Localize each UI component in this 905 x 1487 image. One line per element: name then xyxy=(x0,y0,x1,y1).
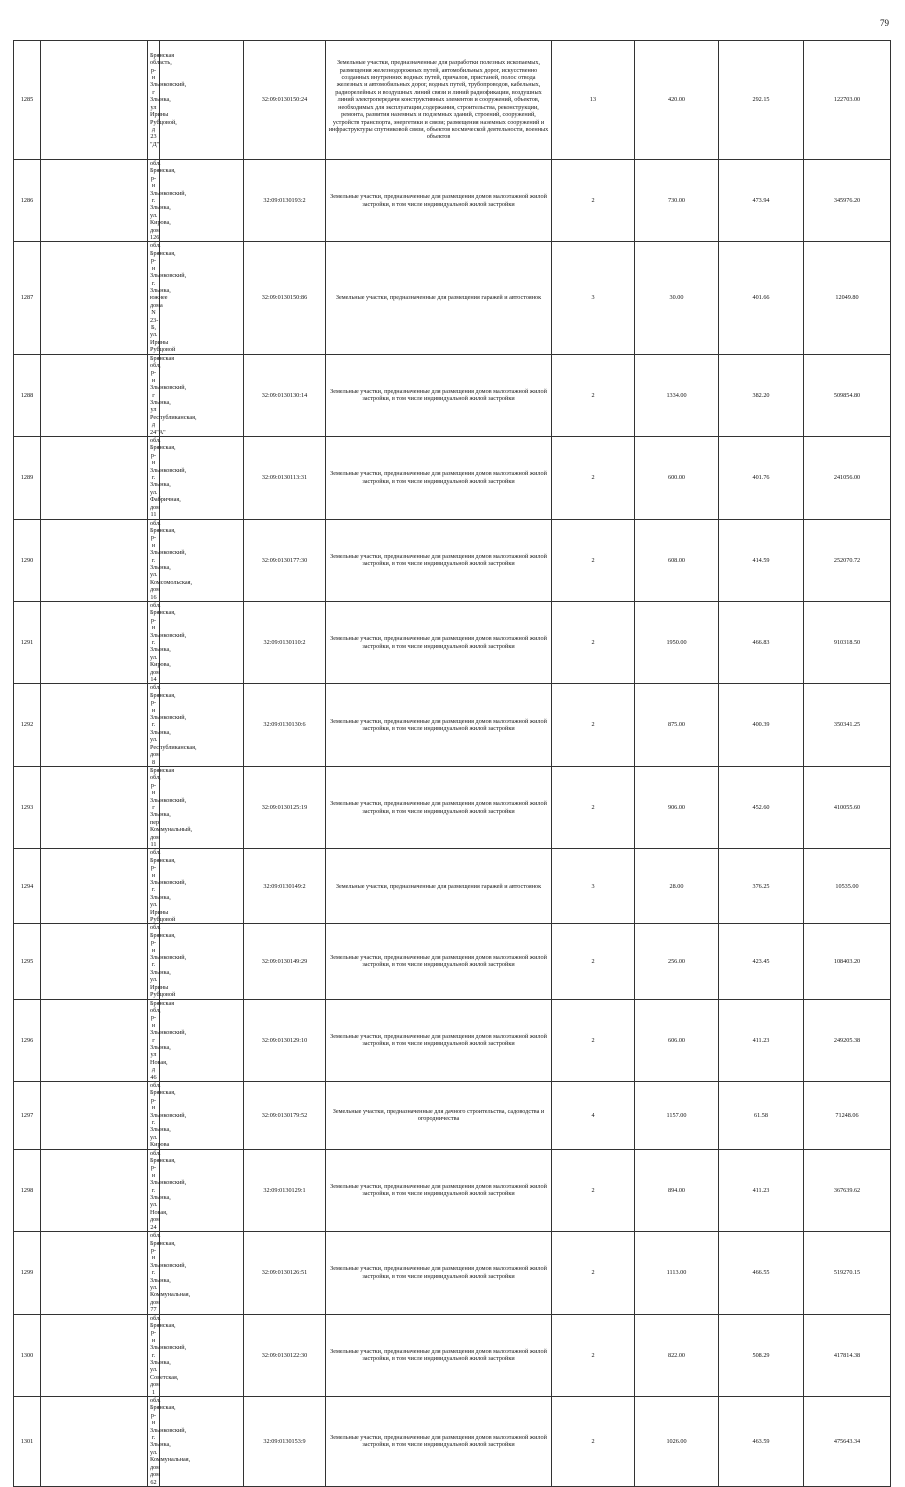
cadastral-value-cell: 252070.72 xyxy=(804,519,891,601)
land-use-cell: Земельные участки, предназначенные для размещения домов малоэтажной жилой застройки, в том числе индивидуальной жилой застройки xyxy=(326,924,552,999)
area-cell: 730.00 xyxy=(635,160,719,242)
cadastral-value-cell: 108403.20 xyxy=(804,924,891,999)
use-group-cell: 4 xyxy=(552,1081,635,1149)
use-group-cell: 2 xyxy=(552,1232,635,1314)
area-cell: 600.00 xyxy=(635,437,719,519)
land-use-cell: Земельные участки, предназначенные для размещения домов малоэтажной жилой застройки, в том числе индивидуальной жилой застройки xyxy=(326,1314,552,1396)
specific-value-cell: 466.55 xyxy=(719,1232,804,1314)
specific-value-cell: 411.23 xyxy=(719,999,804,1081)
table-row xyxy=(14,354,891,436)
row-number-cell: 1290 xyxy=(14,519,41,601)
row-number-cell: 1291 xyxy=(14,601,41,683)
row-number-cell: 1301 xyxy=(14,1397,41,1487)
area-cell: 894.00 xyxy=(635,1149,719,1231)
cadastral-number-cell: 32:09:0130130:6 xyxy=(244,684,326,766)
cadastral-number-cell: 32:09:0130129:10 xyxy=(244,999,326,1081)
address-cell: обл. Брянская, р-н Злынковский, г. Злынка, ул. Ирины Рубцовой xyxy=(148,849,160,924)
table-row xyxy=(14,519,891,601)
address-cell: обл. Брянская, р-н Злынковский, г. Злынка, ул. Кирова, дом 14 xyxy=(148,601,160,683)
spacer-cell xyxy=(41,766,148,848)
address-cell: обл. Брянская, р-н Злынковский, г. Злынка, ул. Новая, дом 24 xyxy=(148,1149,160,1231)
cadastral-number-cell: 32:09:0130153:9 xyxy=(244,1397,326,1487)
area-cell: 606.00 xyxy=(635,999,719,1081)
table-row xyxy=(14,1149,891,1231)
cadastral-value-cell: 350341.25 xyxy=(804,684,891,766)
land-use-cell: Земельные участки, предназначенные для размещения домов малоэтажной жилой застройки, в том числе индивидуальной жилой застройки xyxy=(326,519,552,601)
land-use-cell: Земельные участки, предназначенные для размещения домов малоэтажной жилой застройки, в том числе индивидуальной жилой застройки xyxy=(326,684,552,766)
address-cell: Брянская область, р-н Злынковский, г Злынка, ул Ирины Рубцовой, д 23 "Д" xyxy=(148,41,160,160)
cadastral-value-cell: 417814.38 xyxy=(804,1314,891,1396)
specific-value-cell: 401.76 xyxy=(719,437,804,519)
specific-value-cell: 452.60 xyxy=(719,766,804,848)
table-row xyxy=(14,1397,891,1487)
land-use-cell: Земельные участки, предназначенные для размещения гаражей и автостоянок xyxy=(326,849,552,924)
area-cell: 420.00 xyxy=(635,41,719,160)
address-cell: обл. Брянская, р-н Злынковский, г. Злынка, ул. Ирины Рубцовой xyxy=(148,924,160,999)
cadastral-number-cell: 32:09:0130129:1 xyxy=(244,1149,326,1231)
spacer-cell xyxy=(41,1314,148,1396)
specific-value-cell: 292.15 xyxy=(719,41,804,160)
row-number-cell: 1289 xyxy=(14,437,41,519)
use-group-cell: 13 xyxy=(552,41,635,160)
cadastral-number-cell: 32:09:0130177:30 xyxy=(244,519,326,601)
address-cell: Брянская обл, р-н Злынковский, г Злынка, ул Республиканская, д 24"А" xyxy=(148,354,160,436)
cadastral-number-cell: 32:09:0130130:14 xyxy=(244,354,326,436)
row-number-cell: 1298 xyxy=(14,1149,41,1231)
area-cell: 906.00 xyxy=(635,766,719,848)
row-number-cell: 1288 xyxy=(14,354,41,436)
cadastral-value-cell: 910318.50 xyxy=(804,601,891,683)
specific-value-cell: 508.29 xyxy=(719,1314,804,1396)
cadastral-registry-table xyxy=(13,40,891,1487)
land-use-cell: Земельные участки, предназначенные для разработки полезных ископаемых, размещения железнодорожных путей, автомобильных дорог, искусственно созданных внутренних водных путей, причалов, пристаней, полос отвода железных и автомобильных дорог, водных путей, трубопроводов, кабельных, радиорелейных и воздушных линий связи и линий радиофикации, воздушных линий электропередачи конструктивных элементов и сооружений, объектов, необходимых для эксплуатации,содержания, строительства, реконструкции, ремонта, развития наземных и подземных зданий, строений, сооружений, устройств транспорта, энергетики и связи; размещения наземных сооружений и инфраструктуры спутниковой связи, объектов космической деятельности, военных объектов xyxy=(326,41,552,160)
area-cell: 1113.00 xyxy=(635,1232,719,1314)
address-cell: обл. Брянская, р-н Злынковский, г. Злынка, ул. Коммунальная, дом дом 62 xyxy=(148,1397,160,1487)
land-use-cell: Земельные участки, предназначенные для размещения домов малоэтажной жилой застройки, в том числе индивидуальной жилой застройки xyxy=(326,160,552,242)
land-use-cell: Земельные участки, предназначенные для размещения домов малоэтажной жилой застройки, в том числе индивидуальной жилой застройки xyxy=(326,1149,552,1231)
cadastral-number-cell: 32:09:0130149:2 xyxy=(244,849,326,924)
cadastral-value-cell: 10535.00 xyxy=(804,849,891,924)
cadastral-number-cell: 32:09:0130179:52 xyxy=(244,1081,326,1149)
spacer-cell xyxy=(41,242,148,354)
cadastral-value-cell: 122703.00 xyxy=(804,41,891,160)
land-use-cell: Земельные участки, предназначенные для размещения домов малоэтажной жилой застройки, в том числе индивидуальной жилой застройки xyxy=(326,601,552,683)
row-number-cell: 1296 xyxy=(14,999,41,1081)
specific-value-cell: 400.39 xyxy=(719,684,804,766)
area-cell: 28.00 xyxy=(635,849,719,924)
use-group-cell: 2 xyxy=(552,684,635,766)
cadastral-value-cell: 12049.80 xyxy=(804,242,891,354)
address-cell: Брянская обл, р-н Злынковский, г Злынка, пер Коммунальный, дом 11 xyxy=(148,766,160,848)
address-cell: обл. Брянская, р-н Злынковский, г. Злынка, ул. Фабричная, дом 11 xyxy=(148,437,160,519)
spacer-cell xyxy=(41,354,148,436)
address-cell: обл. Брянская, р-н Злынковский, г. Злынка, южнее дома N 23-Б, ул. Ирины Рубцовой xyxy=(148,242,160,354)
area-cell: 1950.00 xyxy=(635,601,719,683)
table-row xyxy=(14,849,891,924)
spacer-cell xyxy=(160,766,244,848)
spacer-cell xyxy=(41,1232,148,1314)
address-cell: обл. Брянская, р-н Злынковский, г. Злынка, ул. Советская, дом 1 xyxy=(148,1314,160,1396)
table-row xyxy=(14,1081,891,1149)
address-cell: обл. Брянская, р-н Злынковский, г. Злынка, ул. Кирова, дом 126 xyxy=(148,160,160,242)
specific-value-cell: 61.58 xyxy=(719,1081,804,1149)
table-row xyxy=(14,41,891,160)
table-row xyxy=(14,1232,891,1314)
spacer-cell xyxy=(41,849,148,924)
use-group-cell: 2 xyxy=(552,999,635,1081)
row-number-cell: 1300 xyxy=(14,1314,41,1396)
cadastral-value-cell: 509854.80 xyxy=(804,354,891,436)
use-group-cell: 2 xyxy=(552,601,635,683)
address-cell: обл. Брянская, р-н Злынковский, г. Злынка, ул. Коммунальная, дом 77 xyxy=(148,1232,160,1314)
use-group-cell: 2 xyxy=(552,766,635,848)
cadastral-value-cell: 345976.20 xyxy=(804,160,891,242)
specific-value-cell: 473.94 xyxy=(719,160,804,242)
table-row xyxy=(14,999,891,1081)
specific-value-cell: 414.59 xyxy=(719,519,804,601)
cadastral-number-cell: 32:09:0130150:24 xyxy=(244,41,326,160)
use-group-cell: 3 xyxy=(552,242,635,354)
use-group-cell: 2 xyxy=(552,437,635,519)
address-cell: обл. Брянская, р-н Злынковский, г. Злынка, ул. Комсомольская, дом 16 xyxy=(148,519,160,601)
land-use-cell: Земельные участки, предназначенные для размещения гаражей и автостоянок xyxy=(326,242,552,354)
use-group-cell: 2 xyxy=(552,1397,635,1487)
row-number-cell: 1285 xyxy=(14,41,41,160)
area-cell: 822.00 xyxy=(635,1314,719,1396)
table-row xyxy=(14,766,891,848)
cadastral-number-cell: 32:09:0130126:51 xyxy=(244,1232,326,1314)
table-row xyxy=(14,160,891,242)
spacer-cell xyxy=(41,519,148,601)
land-use-cell: Земельные участки, предназначенные для размещения домов малоэтажной жилой застройки, в том числе индивидуальной жилой застройки xyxy=(326,354,552,436)
table-row xyxy=(14,1314,891,1396)
spacer-cell xyxy=(160,999,244,1081)
use-group-cell: 2 xyxy=(552,1314,635,1396)
specific-value-cell: 466.83 xyxy=(719,601,804,683)
spacer-cell xyxy=(41,601,148,683)
land-use-cell: Земельные участки, предназначенные для размещения домов малоэтажной жилой застройки, в том числе индивидуальной жилой застройки xyxy=(326,999,552,1081)
cadastral-number-cell: 32:09:0130125:19 xyxy=(244,766,326,848)
specific-value-cell: 411.23 xyxy=(719,1149,804,1231)
spacer-cell xyxy=(41,41,148,160)
land-use-cell: Земельные участки, предназначенные для дачного строительства, садоводства и огородничества xyxy=(326,1081,552,1149)
table-row xyxy=(14,242,891,354)
specific-value-cell: 423.45 xyxy=(719,924,804,999)
table-row xyxy=(14,601,891,683)
spacer-cell xyxy=(41,684,148,766)
spacer-cell xyxy=(41,160,148,242)
row-number-cell: 1287 xyxy=(14,242,41,354)
area-cell: 608.00 xyxy=(635,519,719,601)
spacer-cell xyxy=(41,437,148,519)
address-cell: обл. Брянская, р-н Злынковский, г. Злынка, ул. Республиканская, дом 8 xyxy=(148,684,160,766)
cadastral-value-cell: 71248.06 xyxy=(804,1081,891,1149)
area-cell: 875.00 xyxy=(635,684,719,766)
row-number-cell: 1286 xyxy=(14,160,41,242)
cadastral-value-cell: 410055.60 xyxy=(804,766,891,848)
area-cell: 1334.00 xyxy=(635,354,719,436)
cadastral-value-cell: 241056.00 xyxy=(804,437,891,519)
use-group-cell: 2 xyxy=(552,160,635,242)
use-group-cell: 2 xyxy=(552,1149,635,1231)
row-number-cell: 1299 xyxy=(14,1232,41,1314)
use-group-cell: 2 xyxy=(552,924,635,999)
table-row xyxy=(14,924,891,999)
land-use-cell: Земельные участки, предназначенные для размещения домов малоэтажной жилой застройки, в том числе индивидуальной жилой застройки xyxy=(326,1397,552,1487)
address-cell: обл. Брянская, р-н Злынковский, г. Злынка, ул. Кирова xyxy=(148,1081,160,1149)
area-cell: 256.00 xyxy=(635,924,719,999)
row-number-cell: 1297 xyxy=(14,1081,41,1149)
row-number-cell: 1294 xyxy=(14,849,41,924)
table-row xyxy=(14,437,891,519)
cadastral-number-cell: 32:09:0130113:31 xyxy=(244,437,326,519)
address-cell: Брянская обл, р-н Злынковский, г Злынка, ул Новая, д 46 xyxy=(148,999,160,1081)
cadastral-number-cell: 32:09:0130193:2 xyxy=(244,160,326,242)
land-use-cell: Земельные участки, предназначенные для размещения домов малоэтажной жилой застройки, в том числе индивидуальной жилой застройки xyxy=(326,1232,552,1314)
land-use-cell: Земельные участки, предназначенные для размещения домов малоэтажной жилой застройки, в том числе индивидуальной жилой застройки xyxy=(326,766,552,848)
spacer-cell xyxy=(160,242,244,354)
spacer-cell xyxy=(41,999,148,1081)
table-row xyxy=(14,684,891,766)
specific-value-cell: 463.59 xyxy=(719,1397,804,1487)
cadastral-number-cell: 32:09:0130150:86 xyxy=(244,242,326,354)
specific-value-cell: 376.25 xyxy=(719,849,804,924)
cadastral-number-cell: 32:09:0130149:29 xyxy=(244,924,326,999)
use-group-cell: 2 xyxy=(552,354,635,436)
specific-value-cell: 401.66 xyxy=(719,242,804,354)
page-number: 79 xyxy=(880,18,889,28)
specific-value-cell: 382.20 xyxy=(719,354,804,436)
land-use-cell: Земельные участки, предназначенные для размещения домов малоэтажной жилой застройки, в том числе индивидуальной жилой застройки xyxy=(326,437,552,519)
use-group-cell: 3 xyxy=(552,849,635,924)
cadastral-value-cell: 475643.34 xyxy=(804,1397,891,1487)
cadastral-value-cell: 519270.15 xyxy=(804,1232,891,1314)
area-cell: 30.00 xyxy=(635,242,719,354)
use-group-cell: 2 xyxy=(552,519,635,601)
cadastral-value-cell: 249205.38 xyxy=(804,999,891,1081)
cadastral-value-cell: 367639.62 xyxy=(804,1149,891,1231)
area-cell: 1157.00 xyxy=(635,1081,719,1149)
spacer-cell xyxy=(41,1397,148,1487)
cadastral-number-cell: 32:09:0130122:30 xyxy=(244,1314,326,1396)
area-cell: 1026.00 xyxy=(635,1397,719,1487)
row-number-cell: 1292 xyxy=(14,684,41,766)
spacer-cell xyxy=(41,1081,148,1149)
cadastral-number-cell: 32:09:0130110:2 xyxy=(244,601,326,683)
spacer-cell xyxy=(41,924,148,999)
row-number-cell: 1293 xyxy=(14,766,41,848)
spacer-cell xyxy=(160,354,244,436)
spacer-cell xyxy=(41,1149,148,1231)
row-number-cell: 1295 xyxy=(14,924,41,999)
